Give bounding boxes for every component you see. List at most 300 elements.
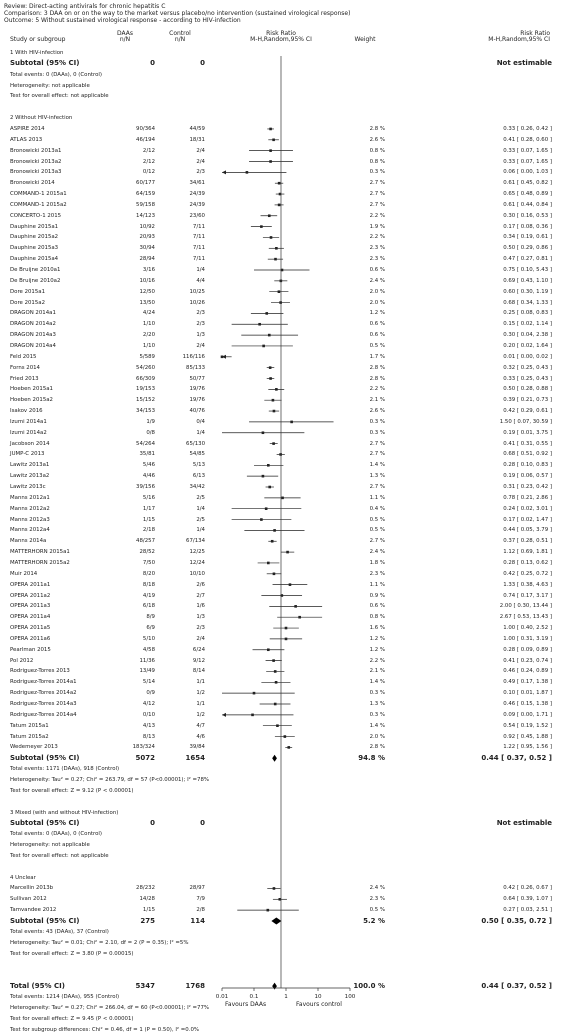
study-label: Dauphine 2015a3 [10, 245, 59, 252]
weight-value: 2.7 % [369, 538, 385, 545]
daas-count: 5347 [135, 981, 155, 990]
point-estimate [251, 714, 254, 717]
point-estimate [281, 594, 284, 597]
daas-count: 4/58 [142, 646, 155, 653]
daas-count: 10/92 [139, 223, 155, 230]
risk-ratio-ci: 0.25 [ 0.08, 0.83 ] [503, 310, 552, 317]
risk-ratio-ci: 0.54 [ 0.19, 1.52 ] [503, 722, 552, 729]
risk-ratio-ci: 0.68 [ 0.51, 0.92 ] [503, 451, 552, 458]
control-count: 40/76 [189, 408, 205, 415]
daas-count: 0 [150, 818, 155, 827]
weight-value: 2.2 % [369, 657, 385, 664]
control-count: 10/25 [189, 288, 205, 295]
point-estimate [278, 898, 281, 901]
control-count: 114 [190, 916, 205, 925]
point-estimate [272, 442, 275, 445]
stat-note: Total events: 0 (DAAs), 0 (Control) [10, 71, 102, 78]
control-count: 2/8 [196, 907, 205, 914]
control-count: 8/14 [192, 668, 205, 675]
stat-note: Test for overall effect: not applicable [10, 852, 109, 859]
study-label: Hoeben 2015a2 [10, 397, 53, 404]
study-label: Marcellin 2013b [10, 885, 54, 892]
risk-ratio-ci: 0.06 [ 0.00, 1.03 ] [503, 169, 552, 176]
point-estimate [281, 497, 284, 500]
study-label: OPERA 2011a3 [10, 603, 51, 610]
daas-count: 15/152 [136, 397, 155, 404]
study-label: Dauphine 2015a2 [10, 234, 59, 241]
risk-ratio-ci: 0.17 [ 0.02, 1.47 ] [503, 516, 552, 523]
daas-count: 66/309 [136, 375, 155, 382]
control-count: 1/4 [196, 429, 205, 436]
not-estimable: Not estimable [496, 818, 552, 827]
point-estimate [267, 562, 270, 565]
control-count: 2/4 [196, 635, 205, 642]
study-label: Dore 2015a2 [10, 299, 46, 306]
control-count: 4/7 [196, 722, 205, 729]
study-label: Rodriguez-Torres 2014a4 [10, 711, 77, 718]
risk-ratio-ci: 0.30 [ 0.04, 2.38 ] [503, 332, 552, 339]
risk-ratio-ci: 0.50 [ 0.28, 0.88 ] [503, 386, 552, 393]
weight-value: 2.3 % [369, 570, 385, 577]
daas-count: 5/10 [142, 635, 155, 642]
risk-ratio-ci: 1.33 [ 0.38, 4.63 ] [503, 581, 552, 588]
x-tick-label: 1 [284, 994, 288, 1000]
daas-count: 4/19 [142, 592, 155, 599]
study-label: COMMAND-1 2015a1 [10, 191, 67, 198]
control-count: 1/1 [196, 701, 205, 707]
daas-count: 6/18 [142, 603, 155, 610]
study-label: Izumi 2014a1 [10, 418, 47, 425]
risk-ratio-ci: 0.42 [ 0.29, 0.61 ] [503, 408, 552, 415]
weight-value: 1.1 % [369, 494, 385, 501]
control-count: 1/3 [196, 614, 205, 621]
weight-value: 1.3 % [369, 701, 385, 707]
stat-note: Test for overall effect: Z = 9.12 (P < 0.00001) [10, 787, 134, 794]
point-estimate [274, 703, 277, 706]
daas-count: 54/260 [136, 364, 155, 371]
weight-value: 2.4 % [369, 885, 385, 892]
control-count: 10/10 [189, 570, 205, 577]
weight-value: 0.8 % [369, 147, 385, 154]
group-label: 3 Mixed (with and without HIV-infection) [10, 809, 119, 816]
x-tick-label: 100 [344, 994, 356, 1000]
weight-value: 1.4 % [369, 679, 385, 686]
comparison-title: Comparison: 3 DAA on or on the way to the market versus placebo/no intervention (sustained virological response) [4, 10, 351, 17]
study-label: DRAGON 2014a1 [10, 310, 56, 317]
stat-note: Test for overall effect: Z = 9.45 (P < 0.00001) [10, 1015, 134, 1022]
weight-value: 1.6 % [369, 625, 385, 632]
daas-count: 5/16 [142, 494, 155, 501]
control-count: 1/4 [196, 505, 205, 512]
study-label: COMMAND-1 2015a2 [10, 201, 67, 208]
study-label: OPERA 2011a1 [10, 581, 51, 588]
daas-count: 34/153 [136, 408, 155, 415]
point-estimate [262, 475, 265, 478]
col-rr2: Risk Ratio [520, 30, 550, 37]
point-estimate [286, 551, 289, 554]
daas-count: 28/94 [139, 256, 155, 263]
point-estimate [278, 182, 281, 185]
study-label: Forns 2014 [10, 364, 40, 371]
point-estimate [273, 887, 276, 890]
study-label: MATTERHORN 2015a1 [10, 549, 70, 556]
point-estimate [269, 149, 272, 152]
risk-ratio-ci: 1.22 [ 0.95, 1.56 ] [503, 744, 552, 751]
daas-count: 4/24 [142, 310, 155, 317]
control-count: 2/3 [196, 169, 205, 176]
study-label: Lawitz 2013c [10, 484, 46, 490]
point-estimate [285, 638, 288, 641]
daas-count: 2/12 [142, 158, 155, 165]
weight-value: 2.1 % [369, 397, 385, 404]
risk-ratio-ci: 0.41 [ 0.23, 0.74 ] [503, 657, 552, 664]
risk-ratio-ci: 0.28 [ 0.09, 0.89 ] [503, 646, 552, 653]
control-count: 1768 [185, 981, 205, 990]
control-count: 2/3 [196, 310, 205, 317]
study-label: De Bruijne 2010a2 [10, 277, 61, 284]
weight-value: 0.6 % [369, 603, 385, 610]
control-count: 6/24 [192, 646, 205, 653]
weight-value: 0.3 % [369, 690, 385, 697]
subtotal-label: Subtotal (95% CI) [10, 59, 80, 68]
point-estimate [262, 431, 265, 434]
study-label: Muir 2014 [10, 570, 38, 577]
col-rr: Risk Ratio [266, 30, 296, 37]
stat-note: Test for overall effect: not applicable [10, 93, 109, 100]
risk-ratio-ci: 0.28 [ 0.13, 0.62 ] [503, 559, 552, 566]
control-count: 19/76 [189, 397, 205, 404]
study-label: Tamvandee 2012 [10, 907, 57, 914]
study-label: Tatum 2015a1 [10, 722, 49, 729]
stat-note: Total events: 43 (DAAs), 37 (Control) [10, 928, 109, 935]
study-label: Rodriguez-Torres 2014a2 [10, 690, 77, 697]
study-label: OPERA 2011a4 [10, 614, 51, 621]
risk-ratio-ci: 0.92 [ 0.45, 1.88 ] [503, 733, 552, 740]
risk-ratio-ci: 0.30 [ 0.16, 0.53 ] [503, 212, 552, 219]
stat-note: Heterogeneity: Tau² = 0.27; Chi² = 263.79, df = 57 (P<0.00001); I² =78% [10, 776, 210, 783]
control-count: 12/24 [189, 559, 205, 566]
control-count: 10/26 [189, 299, 205, 306]
risk-ratio-ci: 0.39 [ 0.21, 0.73 ] [503, 397, 552, 404]
daas-count: 4/13 [142, 722, 155, 729]
point-estimate [267, 464, 270, 467]
control-count: 34/61 [189, 180, 205, 187]
daas-count: 64/159 [136, 191, 155, 198]
daas-count: 8/9 [146, 614, 155, 621]
col-control-sub: n/N [174, 36, 186, 43]
risk-ratio-ci: 2.00 [ 0.30, 13.44 ] [499, 603, 552, 610]
weight-value: 2.7 % [369, 191, 385, 198]
daas-count: 7/50 [142, 559, 155, 566]
control-count: 9/12 [192, 657, 205, 664]
weight-value: 2.8 % [369, 364, 385, 371]
study-label: Dore 2015a1 [10, 288, 46, 295]
point-estimate [269, 377, 272, 380]
daas-count: 1/15 [142, 907, 155, 914]
weight-value: 0.6 % [369, 267, 385, 273]
point-estimate [290, 421, 293, 424]
point-estimate [278, 204, 281, 207]
control-count: 1654 [185, 753, 205, 762]
daas-count: 5/589 [139, 353, 155, 360]
point-estimate [262, 345, 265, 348]
control-count: 116/116 [182, 353, 205, 360]
daas-count: 90/364 [136, 125, 155, 132]
daas-count: 1/10 [142, 342, 155, 349]
daas-count: 6/9 [146, 625, 155, 632]
study-label: Bronowicki 2013a1 [10, 147, 62, 154]
study-label: Bronowicki 2013a3 [10, 169, 62, 176]
control-count: 39/84 [189, 744, 205, 751]
weight-value: 94.8 % [358, 753, 385, 762]
control-count: 2/3 [196, 625, 205, 632]
study-label: Jacobson 2014 [10, 440, 50, 447]
control-count: 7/11 [192, 234, 205, 241]
daas-count: 13/50 [139, 299, 155, 306]
stat-note: Test for overall effect: Z = 3.80 (P = 0.00015) [10, 950, 134, 957]
risk-ratio-ci: 0.33 [ 0.07, 1.65 ] [503, 147, 552, 154]
weight-value: 2.0 % [369, 288, 385, 295]
subtotal-label: Subtotal (95% CI) [10, 753, 80, 762]
control-count: 2/4 [196, 158, 205, 165]
control-count: 54/85 [189, 451, 205, 458]
study-label: MATTERHORN 2015a2 [10, 559, 70, 566]
daas-count: 8/18 [142, 581, 155, 588]
point-estimate [265, 507, 268, 510]
study-label: Lawitz 2013a2 [10, 473, 50, 480]
daas-count: 1/10 [142, 321, 155, 328]
daas-count: 8/20 [142, 570, 155, 577]
col-rr-sub: M-H,Random,95% CI [250, 36, 312, 43]
favours-daas-label: Favours DAAs [225, 1001, 267, 1008]
risk-ratio-ci: 1.12 [ 0.69, 1.81 ] [503, 549, 552, 556]
control-count: 12/25 [189, 549, 205, 556]
daas-count: 30/94 [139, 245, 155, 252]
weight-value: 2.0 % [369, 299, 385, 306]
daas-count: 5/46 [142, 462, 155, 469]
point-estimate [270, 236, 273, 239]
point-estimate [268, 486, 271, 489]
point-estimate [221, 356, 224, 359]
point-estimate [275, 247, 278, 250]
weight-value: 0.3 % [369, 418, 385, 425]
weight-value: 2.3 % [369, 256, 385, 263]
study-label: Manns 2012a4 [10, 527, 50, 534]
daas-count: 19/153 [136, 386, 155, 393]
risk-ratio-ci: 0.44 [ 0.05, 3.79 ] [503, 527, 552, 534]
risk-ratio-ci: 0.24 [ 0.02, 3.01 ] [503, 505, 552, 512]
daas-count: 2/18 [142, 527, 155, 534]
risk-ratio-ci: 0.27 [ 0.03, 2.51 ] [503, 907, 552, 914]
risk-ratio-ci: 2.67 [ 0.53, 13.43 ] [499, 614, 552, 621]
risk-ratio-ci: 0.50 [ 0.29, 0.86 ] [503, 245, 552, 252]
risk-ratio-ci: 0.42 [ 0.26, 0.67 ] [503, 885, 552, 892]
risk-ratio-ci: 0.42 [ 0.25, 0.72 ] [503, 570, 552, 577]
point-estimate [280, 280, 283, 283]
control-count: 24/39 [189, 201, 205, 208]
risk-ratio-ci: 0.34 [ 0.19, 0.61 ] [503, 234, 552, 241]
control-count: 65/130 [186, 440, 205, 447]
study-label: Rodriguez-Torres 2013 [10, 668, 70, 675]
point-estimate [287, 746, 290, 749]
daas-count: 20/93 [139, 234, 155, 241]
weight-value: 1.8 % [369, 559, 385, 566]
col-daas-sub: n/N [119, 36, 131, 43]
weight-value: 1.7 % [369, 353, 385, 360]
weight-value: 1.4 % [369, 722, 385, 729]
stat-note: Test for subgroup differences: Chi² = 0.46, df = 1 (P = 0.50), I² =0.0% [10, 1026, 199, 1033]
weight-value: 0.8 % [369, 158, 385, 165]
study-label: JUMP-C 2013 [10, 451, 45, 458]
point-estimate [276, 724, 279, 727]
daas-count: 0 [150, 59, 155, 68]
risk-ratio-ci: 0.49 [ 0.17, 1.38 ] [503, 679, 552, 686]
study-label: Manns 2012a3 [10, 516, 50, 523]
risk-ratio-ci: 0.68 [ 0.34, 1.33 ] [503, 299, 552, 306]
daas-count: 59/158 [136, 201, 155, 208]
point-estimate [284, 735, 287, 738]
study-label: OPERA 2011a5 [10, 625, 51, 632]
control-count: 5/13 [192, 462, 205, 469]
control-count: 18/31 [189, 136, 205, 143]
study-label: DRAGON 2014a2 [10, 321, 56, 328]
risk-ratio-ci: 0.47 [ 0.27, 0.81 ] [503, 256, 552, 263]
daas-count: 14/123 [136, 212, 155, 219]
study-label: Dauphine 2015a1 [10, 223, 59, 230]
weight-value: 0.3 % [369, 711, 385, 718]
control-count: 85/133 [186, 364, 205, 371]
risk-ratio-ci: 0.37 [ 0.28, 0.51 ] [503, 538, 552, 545]
risk-ratio-ci: 0.78 [ 0.21, 2.86 ] [503, 494, 552, 501]
risk-ratio-ci: 0.50 [ 0.35, 0.72 ] [481, 916, 552, 925]
group-label: 4 Unclear [10, 874, 36, 881]
weight-value: 0.8 % [369, 614, 385, 621]
weight-value: 2.7 % [369, 180, 385, 187]
point-estimate [274, 258, 277, 261]
risk-ratio-ci: 0.69 [ 0.43, 1.10 ] [503, 277, 552, 284]
risk-ratio-ci: 0.33 [ 0.25, 0.43 ] [503, 375, 552, 382]
weight-value: 2.2 % [369, 386, 385, 393]
daas-count: 4/46 [142, 473, 155, 480]
study-label: Pol 2012 [10, 657, 34, 664]
point-estimate [246, 171, 249, 174]
control-count: 6/13 [192, 473, 205, 480]
daas-count: 0/9 [146, 690, 155, 697]
col-study: Study or subgroup [10, 36, 66, 43]
study-label: OPERA 2011a2 [10, 592, 51, 599]
control-count: 2/6 [196, 581, 205, 588]
control-count: 0 [200, 59, 205, 68]
ci-arrow [222, 713, 226, 717]
daas-count: 39/156 [136, 484, 155, 490]
study-label: Wedemeyer 2013 [10, 744, 58, 751]
stat-note: Total events: 1214 (DAAs), 955 (Control) [10, 993, 120, 1000]
study-label: ASPIRE 2014 [10, 125, 45, 132]
risk-ratio-ci: 0.74 [ 0.17, 3.17 ] [503, 592, 552, 599]
control-count: 2/4 [196, 342, 205, 349]
point-estimate [298, 616, 301, 619]
risk-ratio-ci: 0.33 [ 0.26, 0.42 ] [503, 125, 552, 132]
risk-ratio-ci: 0.61 [ 0.45, 0.82 ] [503, 180, 552, 187]
subtotal-label: Total (95% CI) [10, 981, 65, 990]
daas-count: 11/36 [139, 657, 155, 664]
daas-count: 0/8 [146, 429, 155, 436]
daas-count: 5/14 [142, 679, 155, 686]
control-count: 2/3 [196, 321, 205, 328]
risk-ratio-ci: 0.64 [ 0.39, 1.07 ] [503, 896, 552, 903]
risk-ratio-ci: 1.50 [ 0.07, 30.59 ] [499, 418, 552, 425]
risk-ratio-ci: 0.17 [ 0.08, 0.36 ] [503, 223, 552, 230]
weight-value: 100.0 % [353, 981, 385, 990]
study-label: De Bruijne 2010a1 [10, 267, 61, 273]
control-count: 1/6 [196, 603, 205, 610]
point-estimate [260, 518, 263, 521]
weight-value: 2.7 % [369, 440, 385, 447]
control-count: 24/39 [189, 191, 205, 198]
col-rr2-sub: M-H,Random,95% CI [488, 36, 550, 43]
risk-ratio-ci: 1.00 [ 0.31, 3.19 ] [503, 635, 552, 642]
point-estimate [271, 540, 274, 543]
point-estimate [272, 399, 275, 402]
risk-ratio-ci: 0.09 [ 0.00, 1.71 ] [503, 711, 552, 718]
control-count: 23/60 [189, 212, 205, 219]
ci-arrow [222, 355, 226, 359]
weight-value: 2.6 % [369, 408, 385, 415]
study-label: Rodriguez-Torres 2014a1 [10, 679, 77, 686]
point-estimate [267, 648, 270, 651]
point-estimate [253, 692, 256, 695]
control-count: 19/76 [189, 386, 205, 393]
study-label: CONCERTO-1 2015 [10, 212, 62, 219]
daas-count: 2/20 [142, 332, 155, 339]
daas-count: 14/28 [139, 896, 155, 903]
control-count: 1/4 [196, 267, 205, 273]
review-title: Review: Direct-acting antivirals for chronic hepatitis C [4, 3, 166, 10]
stat-note: Total events: 0 (DAAs), 0 (Control) [10, 831, 102, 838]
point-estimate [268, 334, 271, 337]
risk-ratio-ci: 0.32 [ 0.25, 0.43 ] [503, 364, 552, 371]
study-label: Izumi 2014a2 [10, 429, 47, 436]
col-control: Control [169, 30, 191, 37]
stat-note: Heterogeneity: Tau² = 0.27; Chi² = 266.04, df = 60 (P<0.00001); I² =77% [10, 1004, 210, 1011]
point-estimate [279, 301, 282, 304]
x-tick-label: 0.01 [215, 994, 229, 1000]
risk-ratio-ci: 0.44 [ 0.37, 0.52 ] [481, 981, 552, 990]
study-label: Sullivan 2012 [10, 896, 47, 903]
weight-value: 1.9 % [369, 223, 385, 230]
weight-value: 2.3 % [369, 245, 385, 252]
risk-ratio-ci: 0.41 [ 0.31, 0.55 ] [503, 440, 552, 447]
study-label: ATLAS 2013 [10, 136, 43, 143]
weight-value: 1.2 % [369, 635, 385, 642]
x-tick-label: 0.1 [249, 994, 259, 1000]
control-count: 50/77 [189, 375, 205, 382]
daas-count: 28/232 [136, 885, 155, 892]
subtotal-label: Subtotal (95% CI) [10, 818, 80, 827]
daas-count: 275 [140, 916, 155, 925]
point-estimate [274, 670, 277, 673]
weight-value: 0.3 % [369, 169, 385, 176]
point-estimate [289, 583, 292, 586]
risk-ratio-ci: 0.46 [ 0.15, 1.38 ] [503, 701, 552, 707]
weight-value: 0.6 % [369, 332, 385, 339]
study-label: Dauphine 2015a4 [10, 256, 59, 263]
control-count: 1/4 [196, 527, 205, 534]
daas-count: 46/194 [136, 136, 155, 143]
stat-note: Heterogeneity: not applicable [10, 842, 90, 849]
weight-value: 5.2 % [363, 916, 385, 925]
control-count: 34/42 [189, 484, 205, 490]
